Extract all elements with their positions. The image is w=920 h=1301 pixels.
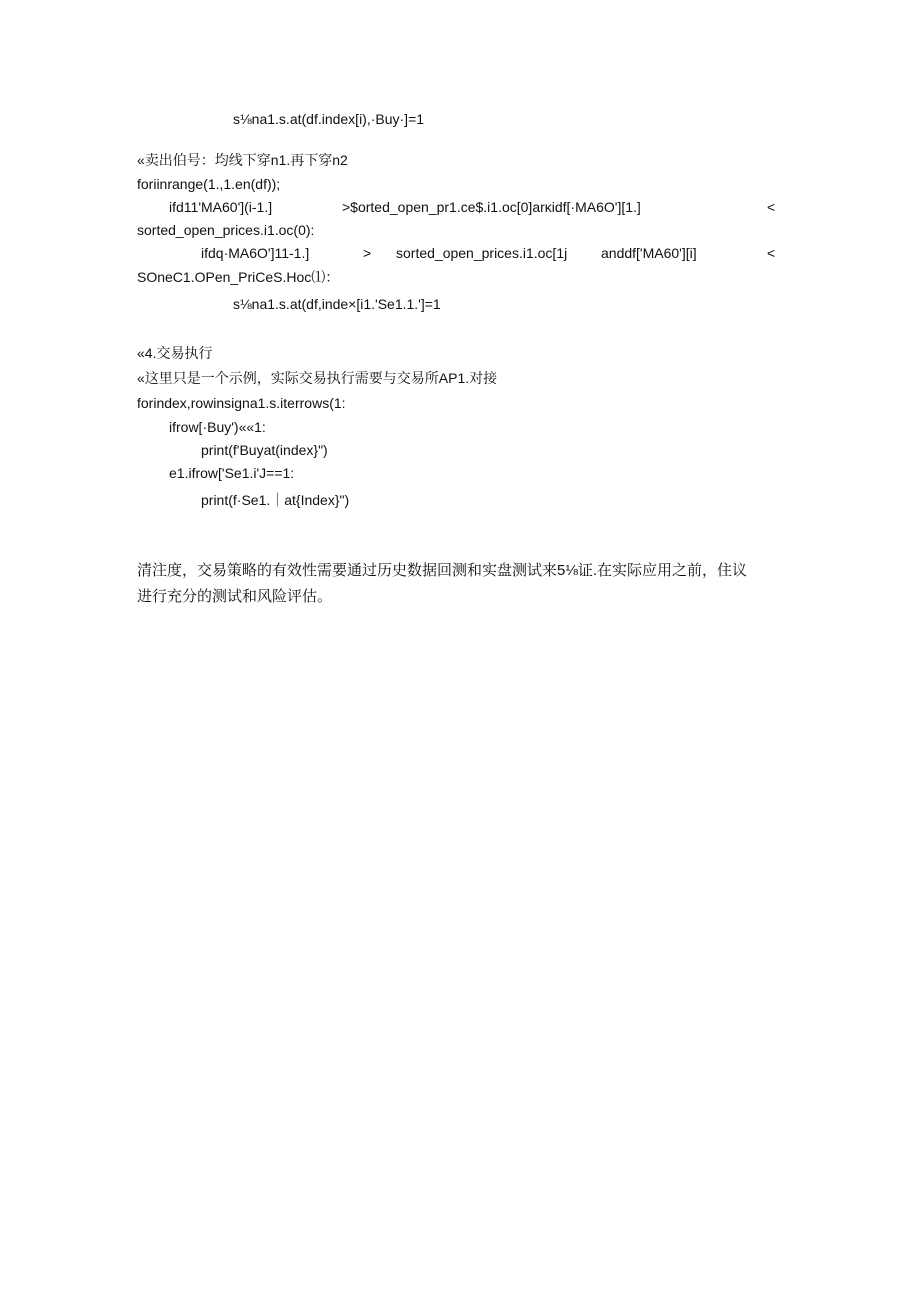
code-inner-if-part-d: anddf['MA60'][i] <box>601 245 697 261</box>
code-if-condition-part-b: >$orted_open_pr1.ce$.i1.oc[0]arκidf[·MA6O'][1.] <box>342 199 641 215</box>
code-if-condition-part-a: ifd11'MA60'](i-1.] <box>169 199 273 215</box>
code-inner-if-continuation: SOneC1.OPen_PriCeS.Hoc⑴： <box>137 269 340 285</box>
code-line-elif-sell: e1.ifrow['Se1.i'J==1: <box>169 465 295 481</box>
note-paragraph-line-2: 进行充分的测试和风险评估。 <box>137 588 333 605</box>
code-inner-if-part-c: sorted_open_prices.i1.oc[1j <box>396 245 568 261</box>
code-line-print-buy: print(f'Buyat(index}") <box>201 442 328 458</box>
code-line-for-loop: foriinrange(1.,1.en(df)); <box>137 176 281 192</box>
code-line-assign-buy: s⅛na1.s.at(df.index[i),·Buy·]=1 <box>233 111 425 127</box>
code-inner-if-part-a: ifdq·MA6O']11-1.] <box>201 245 310 261</box>
code-if-condition-part-c: < <box>767 199 776 215</box>
code-inner-if-part-b: > <box>363 245 372 261</box>
code-if-condition-continuation: sorted_open_prices.i1.oc(0): <box>137 222 315 238</box>
code-inner-if-part-e: < <box>767 245 776 261</box>
code-line-print-sell: print(f·Se1.｜at{Index}") <box>201 492 350 508</box>
comment-sell-signal: «卖出伯号：均线下穿n1.再下穿n2 <box>137 152 348 168</box>
code-line-assign-sell: s⅛na1.s.at(df,inde×[i1.'Se1.1.']=1 <box>233 296 441 312</box>
code-line-iterrows-loop: forindex,rowinsigna1.s.iterrows(1: <box>137 395 346 411</box>
code-line-if-buy: ifrow[·Buy')««1: <box>169 419 266 435</box>
note-paragraph-line-1: 清注度，交易策略的有效性需要通过历史数据回测和实盘测试来5⅛证.在实际应用之前，住议 <box>137 562 748 579</box>
section-heading-trade-execution: «4.交易执行 <box>137 345 213 361</box>
comment-example-note: «这里只是一个示例，实际交易执行需要与交易所AP1.对接 <box>137 370 498 386</box>
